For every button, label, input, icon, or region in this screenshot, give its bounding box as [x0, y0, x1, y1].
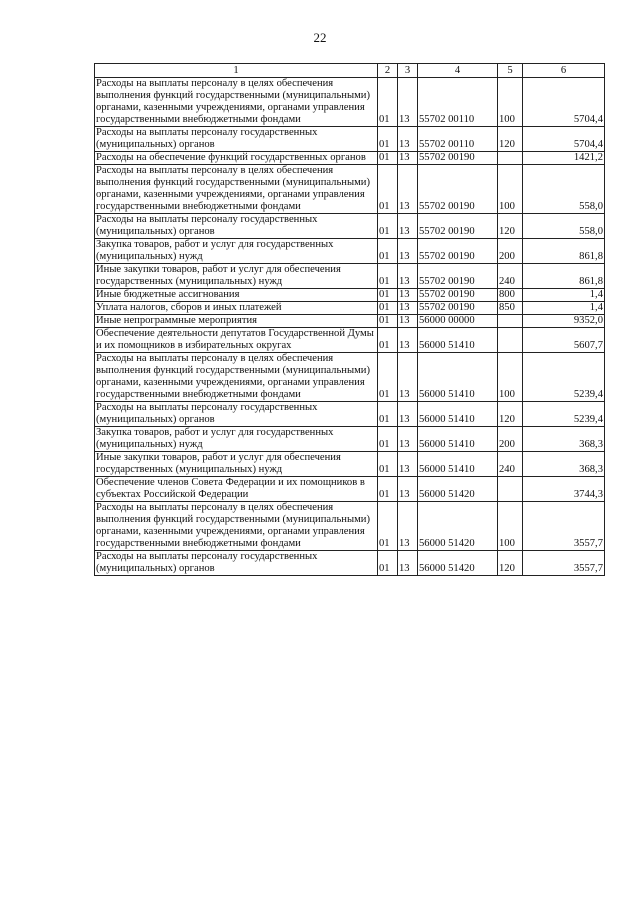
- expense-type-cell: 240: [498, 264, 523, 289]
- column-header: 1: [95, 64, 378, 78]
- table-row: [95, 214, 605, 239]
- subsection-code-cell: 13: [398, 502, 418, 551]
- expense-type-cell: 120: [498, 551, 523, 576]
- subsection-code-cell: 13: [398, 551, 418, 576]
- expense-type-cell: 100: [498, 165, 523, 214]
- amount-cell: 861,8: [523, 239, 605, 264]
- expense-type-cell: [498, 315, 523, 328]
- expense-type-cell: 100: [498, 353, 523, 402]
- expense-name-cell: Расходы на выплаты персоналу государственных (муниципальных) органов: [95, 402, 378, 427]
- expense-name-cell: Расходы на выплаты персоналу в целях обеспечения выполнения функций государственными (муниципальными) органами, казенными учреждениями, органами управления государственными внебюджетными фондами: [95, 353, 378, 402]
- target-article-cell: 55702 00190: [418, 165, 498, 214]
- target-article-cell: 55702 00190: [418, 214, 498, 239]
- subsection-code-cell: 13: [398, 152, 418, 165]
- target-article-cell: 56000 51410: [418, 328, 498, 353]
- expense-type-cell: 100: [498, 502, 523, 551]
- expense-type-cell: 240: [498, 452, 523, 477]
- expense-type-cell: 200: [498, 239, 523, 264]
- table-row: [95, 315, 605, 328]
- section-code-cell: 01: [378, 152, 398, 165]
- amount-cell: 3557,7: [523, 502, 605, 551]
- expense-name-cell: Расходы на выплаты персоналу государственных (муниципальных) органов: [95, 127, 378, 152]
- table-row: [95, 289, 605, 302]
- section-code-cell: 01: [378, 477, 398, 502]
- target-article-cell: 56000 51420: [418, 477, 498, 502]
- amount-cell: 3744,3: [523, 477, 605, 502]
- target-article-cell: 55702 00190: [418, 302, 498, 315]
- table-row: [95, 353, 605, 402]
- section-code-cell: 01: [378, 315, 398, 328]
- amount-cell: 368,3: [523, 427, 605, 452]
- table-row: [95, 452, 605, 477]
- amount-cell: 1,4: [523, 289, 605, 302]
- section-code-cell: 01: [378, 452, 398, 477]
- subsection-code-cell: 13: [398, 214, 418, 239]
- expense-name-cell: Иные бюджетные ассигнования: [95, 289, 378, 302]
- section-code-cell: 01: [378, 502, 398, 551]
- target-article-cell: 56000 00000: [418, 315, 498, 328]
- subsection-code-cell: 13: [398, 427, 418, 452]
- target-article-cell: 55702 00190: [418, 239, 498, 264]
- section-code-cell: 01: [378, 214, 398, 239]
- column-header: 6: [523, 64, 605, 78]
- expense-type-cell: [498, 328, 523, 353]
- section-code-cell: 01: [378, 78, 398, 127]
- expense-name-cell: Расходы на выплаты персоналу в целях обеспечения выполнения функций государственными (муниципальными) органами, казенными учреждениями, органами управления государственными внебюджетными фондами: [95, 78, 378, 127]
- amount-cell: 5704,4: [523, 78, 605, 127]
- expense-type-cell: 120: [498, 127, 523, 152]
- column-header: 4: [418, 64, 498, 78]
- subsection-code-cell: 13: [398, 239, 418, 264]
- section-code-cell: 01: [378, 551, 398, 576]
- expense-type-cell: 850: [498, 302, 523, 315]
- expense-name-cell: Иные закупки товаров, работ и услуг для обеспечения государственных (муниципальных) нужд: [95, 452, 378, 477]
- amount-cell: 9352,0: [523, 315, 605, 328]
- expense-type-cell: [498, 477, 523, 502]
- table-row: [95, 127, 605, 152]
- expense-name-cell: Расходы на выплаты персоналу в целях обеспечения выполнения функций государственными (муниципальными) органами, казенными учреждениями, органами управления государственными внебюджетными фондами: [95, 165, 378, 214]
- amount-cell: 5239,4: [523, 353, 605, 402]
- target-article-cell: 56000 51420: [418, 502, 498, 551]
- expense-name-cell: Иные непрограммные мероприятия: [95, 315, 378, 328]
- subsection-code-cell: 13: [398, 165, 418, 214]
- column-header: 5: [498, 64, 523, 78]
- section-code-cell: 01: [378, 328, 398, 353]
- expense-type-cell: 200: [498, 427, 523, 452]
- column-header: 2: [378, 64, 398, 78]
- column-header: 3: [398, 64, 418, 78]
- amount-cell: 861,8: [523, 264, 605, 289]
- expense-type-cell: [498, 152, 523, 165]
- target-article-cell: 55702 00110: [418, 78, 498, 127]
- section-code-cell: 01: [378, 127, 398, 152]
- expense-type-cell: 120: [498, 214, 523, 239]
- table-row: [95, 78, 605, 127]
- target-article-cell: 56000 51410: [418, 353, 498, 402]
- section-code-cell: 01: [378, 289, 398, 302]
- section-code-cell: 01: [378, 165, 398, 214]
- table-header-row: [95, 64, 605, 78]
- subsection-code-cell: 13: [398, 127, 418, 152]
- expense-name-cell: Уплата налогов, сборов и иных платежей: [95, 302, 378, 315]
- target-article-cell: 55702 00190: [418, 152, 498, 165]
- subsection-code-cell: 13: [398, 302, 418, 315]
- subsection-code-cell: 13: [398, 452, 418, 477]
- subsection-code-cell: 13: [398, 289, 418, 302]
- section-code-cell: 01: [378, 353, 398, 402]
- target-article-cell: 55702 00190: [418, 264, 498, 289]
- amount-cell: 558,0: [523, 165, 605, 214]
- table-row: [95, 165, 605, 214]
- expense-name-cell: Расходы на выплаты персоналу государственных (муниципальных) органов: [95, 214, 378, 239]
- table-row: [95, 302, 605, 315]
- amount-cell: 1421,2: [523, 152, 605, 165]
- subsection-code-cell: 13: [398, 353, 418, 402]
- amount-cell: 1,4: [523, 302, 605, 315]
- target-article-cell: 56000 51410: [418, 402, 498, 427]
- page-number: 22: [313, 30, 327, 45]
- section-code-cell: 01: [378, 302, 398, 315]
- amount-cell: 368,3: [523, 452, 605, 477]
- table-row: [95, 264, 605, 289]
- amount-cell: 5704,4: [523, 127, 605, 152]
- expense-name-cell: Расходы на выплаты персоналу государственных (муниципальных) органов: [95, 551, 378, 576]
- subsection-code-cell: 13: [398, 477, 418, 502]
- section-code-cell: 01: [378, 427, 398, 452]
- table-row: [95, 402, 605, 427]
- target-article-cell: 56000 51420: [418, 551, 498, 576]
- subsection-code-cell: 13: [398, 78, 418, 127]
- amount-cell: 3557,7: [523, 551, 605, 576]
- expense-name-cell: Обеспечение членов Совета Федерации и их помощников в субъектах Российской Федерации: [95, 477, 378, 502]
- section-code-cell: 01: [378, 402, 398, 427]
- subsection-code-cell: 13: [398, 264, 418, 289]
- table-row: [95, 551, 605, 576]
- target-article-cell: 55702 00110: [418, 127, 498, 152]
- subsection-code-cell: 13: [398, 402, 418, 427]
- expense-name-cell: Расходы на обеспечение функций государственных органов: [95, 152, 378, 165]
- table-row: [95, 477, 605, 502]
- amount-cell: 558,0: [523, 214, 605, 239]
- expense-name-cell: Закупка товаров, работ и услуг для государственных (муниципальных) нужд: [95, 427, 378, 452]
- expense-type-cell: 800: [498, 289, 523, 302]
- expense-name-cell: Закупка товаров, работ и услуг для государственных (муниципальных) нужд: [95, 239, 378, 264]
- table-row: [95, 427, 605, 452]
- expense-name-cell: Обеспечение деятельности депутатов Государственной Думы и их помощников в избирательных округах: [95, 328, 378, 353]
- table-row: [95, 328, 605, 353]
- subsection-code-cell: 13: [398, 328, 418, 353]
- expense-type-cell: 100: [498, 78, 523, 127]
- amount-cell: 5607,7: [523, 328, 605, 353]
- table-row: [95, 239, 605, 264]
- table-row: [95, 502, 605, 551]
- budget-table: [94, 63, 605, 576]
- expense-type-cell: 120: [498, 402, 523, 427]
- target-article-cell: 55702 00190: [418, 289, 498, 302]
- expense-name-cell: Иные закупки товаров, работ и услуг для обеспечения государственных (муниципальных) нужд: [95, 264, 378, 289]
- target-article-cell: 56000 51410: [418, 452, 498, 477]
- amount-cell: 5239,4: [523, 402, 605, 427]
- expense-name-cell: Расходы на выплаты персоналу в целях обеспечения выполнения функций государственными (муниципальными) органами, казенными учреждениями, органами управления государственными внебюджетными фондами: [95, 502, 378, 551]
- subsection-code-cell: 13: [398, 315, 418, 328]
- section-code-cell: 01: [378, 239, 398, 264]
- table-row: [95, 152, 605, 165]
- section-code-cell: 01: [378, 264, 398, 289]
- target-article-cell: 56000 51410: [418, 427, 498, 452]
